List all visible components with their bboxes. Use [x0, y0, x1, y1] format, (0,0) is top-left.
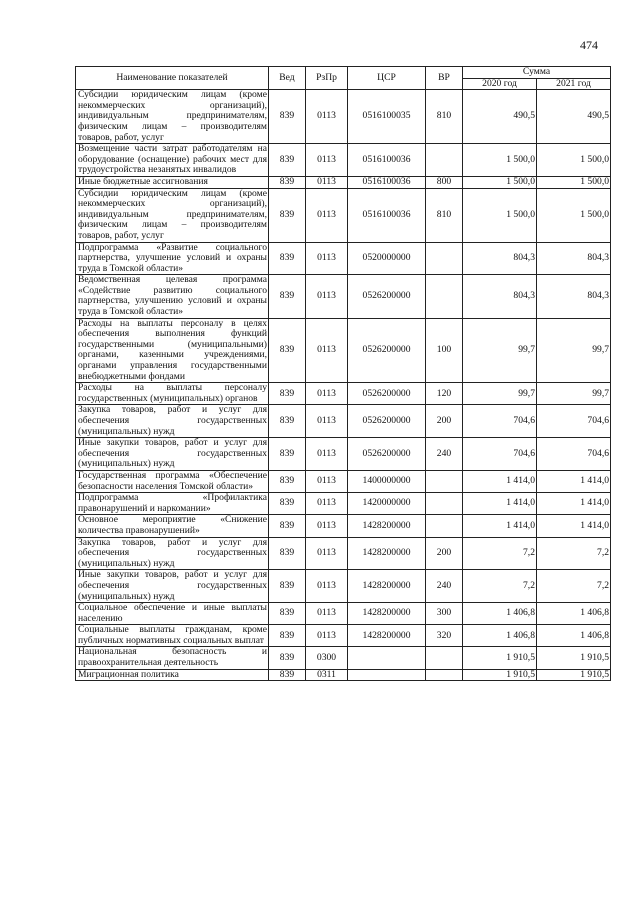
table-row	[76, 188, 611, 242]
table-row	[76, 438, 611, 471]
row-rzpr: 0113	[306, 570, 348, 603]
row-ved: 839	[269, 515, 306, 537]
header-2021: 2021 год	[537, 78, 611, 90]
row-csr	[348, 647, 426, 669]
row-rzpr: 0113	[306, 275, 348, 318]
row-csr: 1428200000	[348, 625, 426, 647]
row-vr: 240	[426, 570, 463, 603]
row-csr: 1428200000	[348, 515, 426, 537]
row-rzpr: 0113	[306, 405, 348, 438]
row-ved: 839	[269, 647, 306, 669]
table-row	[76, 625, 611, 647]
table-row	[76, 669, 611, 681]
row-vr: 810	[426, 188, 463, 242]
row-sum-2021: 804,3	[537, 275, 611, 318]
row-name: Расходы на выплаты персоналу в целях обеспечения выполнения функций государственными (муниципальными) органами, казенными учреждениями, органами управления государственными внебюджетными фондами	[76, 318, 269, 383]
row-csr: 0520000000	[348, 242, 426, 275]
row-sum-2021: 1 500,0	[537, 144, 611, 177]
page-number: 474	[580, 38, 598, 52]
row-name: Государственная программа «Обеспечение безопасности населения Томской области»	[76, 470, 269, 492]
row-name: Возмещение части затрат работодателям на оборудование (оснащение) рабочих мест для трудоустройства незанятых инвалидов	[76, 144, 269, 177]
row-vr: 240	[426, 438, 463, 471]
header-rzpr: РзПр	[306, 67, 348, 90]
header-ved: Вед	[269, 67, 306, 90]
row-sum-2020: 99,7	[463, 318, 537, 383]
row-sum-2020: 804,3	[463, 242, 537, 275]
row-vr: 320	[426, 625, 463, 647]
table-row	[76, 242, 611, 275]
row-sum-2020: 1 910,5	[463, 647, 537, 669]
row-name: Социальное обеспечение и иные выплаты населению	[76, 603, 269, 625]
row-ved: 839	[269, 188, 306, 242]
row-ved: 839	[269, 90, 306, 144]
table-row	[76, 318, 611, 383]
row-vr: 200	[426, 405, 463, 438]
row-ved: 839	[269, 405, 306, 438]
row-name: Подпрограмма «Развитие социального партнерства, улучшение условий и охраны труда в Томской области»	[76, 242, 269, 275]
row-name: Социальные выплаты гражданам, кроме публичных нормативных социальных выплат	[76, 625, 269, 647]
row-csr: 1428200000	[348, 537, 426, 570]
table-row	[76, 144, 611, 177]
row-sum-2020: 1 500,0	[463, 176, 537, 188]
row-sum-2021: 1 910,5	[537, 669, 611, 681]
row-csr: 1428200000	[348, 603, 426, 625]
row-ved: 839	[269, 383, 306, 405]
row-rzpr: 0113	[306, 470, 348, 492]
row-rzpr: 0113	[306, 144, 348, 177]
row-vr	[426, 144, 463, 177]
row-sum-2020: 7,2	[463, 570, 537, 603]
row-rzpr: 0113	[306, 188, 348, 242]
row-csr: 0526200000	[348, 275, 426, 318]
header-vr: ВР	[426, 67, 463, 90]
row-vr: 100	[426, 318, 463, 383]
row-sum-2021: 490,5	[537, 90, 611, 144]
row-csr: 0516100035	[348, 90, 426, 144]
row-ved: 839	[269, 603, 306, 625]
row-csr: 0516100036	[348, 176, 426, 188]
table-row	[76, 275, 611, 318]
row-sum-2020: 804,3	[463, 275, 537, 318]
row-vr	[426, 493, 463, 515]
row-rzpr: 0113	[306, 493, 348, 515]
row-rzpr: 0113	[306, 90, 348, 144]
row-csr: 0526200000	[348, 383, 426, 405]
row-vr: 300	[426, 603, 463, 625]
row-sum-2021: 1 414,0	[537, 470, 611, 492]
table-row	[76, 405, 611, 438]
row-vr: 120	[426, 383, 463, 405]
row-csr: 1428200000	[348, 570, 426, 603]
row-name: Подпрограмма «Профилактика правонарушений и наркомании»	[76, 493, 269, 515]
row-rzpr: 0113	[306, 242, 348, 275]
row-sum-2021: 1 414,0	[537, 515, 611, 537]
row-sum-2020: 1 414,0	[463, 515, 537, 537]
row-ved: 839	[269, 144, 306, 177]
row-name: Иные бюджетные ассигнования	[76, 176, 269, 188]
row-sum-2020: 7,2	[463, 537, 537, 570]
row-vr: 200	[426, 537, 463, 570]
row-name: Основное мероприятие «Снижение количества правонарушений»	[76, 515, 269, 537]
row-name: Закупка товаров, работ и услуг для обеспечения государственных (муниципальных) нужд	[76, 537, 269, 570]
header-sum: Сумма	[463, 67, 611, 79]
row-sum-2020: 1 500,0	[463, 144, 537, 177]
row-vr	[426, 275, 463, 318]
row-ved: 839	[269, 438, 306, 471]
row-sum-2020: 99,7	[463, 383, 537, 405]
row-sum-2021: 7,2	[537, 570, 611, 603]
row-name: Миграционная политика	[76, 669, 269, 681]
table-row	[76, 493, 611, 515]
budget-table	[75, 66, 611, 681]
row-name: Национальная безопасность и правоохранительная деятельность	[76, 647, 269, 669]
row-sum-2020: 704,6	[463, 405, 537, 438]
row-sum-2020: 1 910,5	[463, 669, 537, 681]
row-ved: 839	[269, 242, 306, 275]
row-ved: 839	[269, 470, 306, 492]
row-sum-2021: 99,7	[537, 318, 611, 383]
row-rzpr: 0113	[306, 176, 348, 188]
row-csr: 1420000000	[348, 493, 426, 515]
row-rzpr: 0113	[306, 318, 348, 383]
row-ved: 839	[269, 625, 306, 647]
row-sum-2021: 7,2	[537, 537, 611, 570]
table-body	[76, 90, 611, 681]
row-sum-2021: 804,3	[537, 242, 611, 275]
row-vr	[426, 470, 463, 492]
row-sum-2020: 1 406,8	[463, 603, 537, 625]
row-rzpr: 0300	[306, 647, 348, 669]
row-sum-2021: 1 406,8	[537, 625, 611, 647]
row-csr	[348, 669, 426, 681]
row-ved: 839	[269, 318, 306, 383]
row-name: Расходы на выплаты персоналу государственных (муниципальных) органов	[76, 383, 269, 405]
row-sum-2021: 1 406,8	[537, 603, 611, 625]
row-rzpr: 0113	[306, 438, 348, 471]
row-csr: 0516100036	[348, 144, 426, 177]
header-2020: 2020 год	[463, 78, 537, 90]
row-rzpr: 0113	[306, 603, 348, 625]
row-rzpr: 0113	[306, 515, 348, 537]
row-name: Закупка товаров, работ и услуг для обеспечения государственных (муниципальных) нужд	[76, 405, 269, 438]
row-name: Иные закупки товаров, работ и услуг для обеспечения государственных (муниципальных) нужд	[76, 438, 269, 471]
row-sum-2020: 1 414,0	[463, 470, 537, 492]
row-sum-2021: 1 500,0	[537, 188, 611, 242]
row-csr: 1400000000	[348, 470, 426, 492]
row-sum-2020: 1 414,0	[463, 493, 537, 515]
row-sum-2020: 490,5	[463, 90, 537, 144]
row-name: Ведомственная целевая программа «Содействие развитию социального партнерства, улучшению условий и охраны труда в Томской области»	[76, 275, 269, 318]
row-vr: 810	[426, 90, 463, 144]
row-ved: 839	[269, 537, 306, 570]
row-ved: 839	[269, 570, 306, 603]
table-row	[76, 470, 611, 492]
row-ved: 839	[269, 275, 306, 318]
row-sum-2021: 1 910,5	[537, 647, 611, 669]
row-sum-2021: 1 500,0	[537, 176, 611, 188]
table-row	[76, 570, 611, 603]
row-vr	[426, 647, 463, 669]
table-row	[76, 603, 611, 625]
row-vr	[426, 669, 463, 681]
row-sum-2021: 99,7	[537, 383, 611, 405]
row-rzpr: 0113	[306, 383, 348, 405]
row-ved: 839	[269, 493, 306, 515]
table-row	[76, 383, 611, 405]
table-row	[76, 90, 611, 144]
table-row	[76, 515, 611, 537]
row-sum-2020: 1 500,0	[463, 188, 537, 242]
row-sum-2020: 1 406,8	[463, 625, 537, 647]
header-name: Наименование показателей	[76, 67, 269, 90]
row-vr: 800	[426, 176, 463, 188]
row-ved: 839	[269, 176, 306, 188]
row-ved: 839	[269, 669, 306, 681]
row-sum-2020: 704,6	[463, 438, 537, 471]
row-sum-2021: 704,6	[537, 405, 611, 438]
row-rzpr: 0113	[306, 625, 348, 647]
header-csr: ЦСР	[348, 67, 426, 90]
row-vr	[426, 242, 463, 275]
table-header	[76, 67, 611, 90]
row-csr: 0526200000	[348, 405, 426, 438]
row-name: Субсидии юридическим лицам (кроме некоммерческих организаций), индивидуальным предпринимателям, физическим лицам – производителям товаров, работ, услуг	[76, 90, 269, 144]
row-sum-2021: 704,6	[537, 438, 611, 471]
table-row	[76, 647, 611, 669]
table-row	[76, 176, 611, 188]
table-row	[76, 537, 611, 570]
row-name: Субсидии юридическим лицам (кроме некоммерческих организаций), индивидуальным предпринимателям, физическим лицам – производителям товаров, работ, услуг	[76, 188, 269, 242]
row-rzpr: 0311	[306, 669, 348, 681]
row-sum-2021: 1 414,0	[537, 493, 611, 515]
row-csr: 0526200000	[348, 318, 426, 383]
row-csr: 0526200000	[348, 438, 426, 471]
row-name: Иные закупки товаров, работ и услуг для обеспечения государственных (муниципальных) нужд	[76, 570, 269, 603]
row-rzpr: 0113	[306, 537, 348, 570]
row-csr: 0516100036	[348, 188, 426, 242]
row-vr	[426, 515, 463, 537]
